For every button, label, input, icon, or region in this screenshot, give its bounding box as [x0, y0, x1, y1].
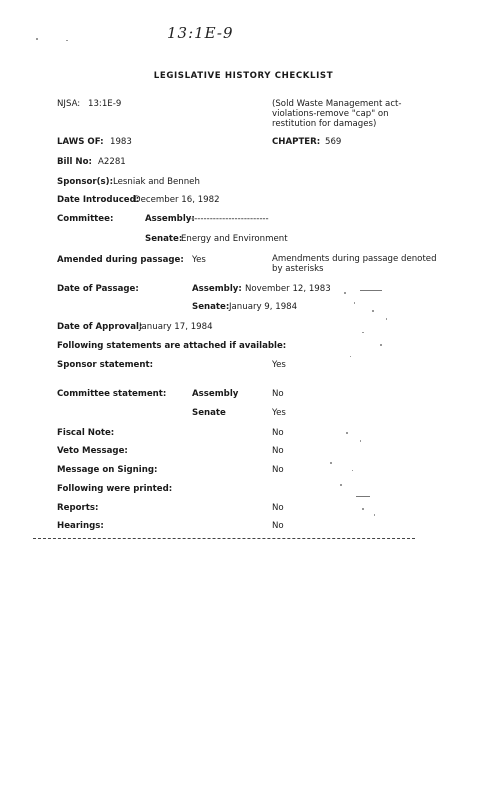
handwritten-reference: 13:1E-9	[167, 24, 234, 42]
njsa-value: 13:1E-9	[88, 99, 122, 109]
message-on-signing-label: Message on Signing:	[57, 465, 158, 475]
fiscal-note-label: Fiscal Note:	[57, 428, 115, 438]
date-of-passage-label: Date of Passage:	[57, 284, 139, 294]
committee-assembly-label: Assembly:	[145, 214, 195, 224]
passage-assembly-label: Assembly:	[192, 284, 242, 294]
committee-senate-label: Senate:	[145, 234, 183, 244]
bill-no-value: A2281	[98, 157, 126, 167]
following-printed-heading: Following were printed:	[57, 484, 173, 494]
committee-statement-assembly-value: No	[272, 389, 284, 399]
note-line-2: violations-remove "cap" on	[272, 109, 389, 119]
sponsors-label: Sponsor(s):	[57, 177, 114, 187]
note-line-1: (Sold Waste Management act-	[272, 99, 402, 109]
reports-value: No	[272, 503, 284, 513]
chapter-label: CHAPTER:	[272, 137, 321, 147]
amended-note-line-1: Amendments during passage denoted	[272, 254, 437, 264]
laws-of-value: 1983	[110, 137, 132, 147]
fiscal-note-value: No	[272, 428, 284, 438]
date-introduced-label: Date Introduced:	[57, 195, 140, 205]
message-on-signing-value: No	[272, 465, 284, 475]
committee-senate-value: Energy and Environment	[181, 234, 288, 244]
reports-label: Reports:	[57, 503, 99, 513]
committee-statement-assembly-label: Assembly	[192, 389, 239, 399]
njsa-label: NJSA:	[57, 99, 81, 109]
committee-statement-senate-label: Senate	[192, 408, 226, 418]
date-introduced-value: December 16, 1982	[134, 195, 220, 205]
note-line-3: restitution for damages)	[272, 119, 377, 129]
passage-senate-label: Senate:	[192, 302, 230, 312]
passage-senate-value: January 9, 1984	[229, 302, 298, 312]
sponsor-statement-value: Yes	[272, 360, 286, 370]
committee-statement-label: Committee statement:	[57, 389, 167, 399]
veto-message-value: No	[272, 446, 284, 456]
sponsors-value: Lesniak and Benneh	[113, 177, 200, 187]
committee-assembly-value: --------------------------	[188, 214, 269, 224]
bottom-dashed-rule	[33, 538, 415, 539]
veto-message-label: Veto Message:	[57, 446, 128, 456]
hearings-label: Hearings:	[57, 521, 104, 531]
chapter-value: 569	[325, 137, 342, 147]
hearings-value: No	[272, 521, 284, 531]
page-title: LEGISLATIVE HISTORY CHECKLIST	[153, 71, 334, 81]
following-attached-heading: Following statements are attached if available:	[57, 341, 287, 351]
amended-note-line-2: by asterisks	[272, 264, 324, 274]
date-of-approval-value: January 17, 1984	[139, 322, 213, 332]
committee-statement-senate-value: Yes	[272, 408, 286, 418]
date-of-approval-label: Date of Approval:	[57, 322, 143, 332]
amended-label: Amended during passage:	[57, 255, 184, 265]
committee-label: Committee:	[57, 214, 114, 224]
bill-no-label: Bill No:	[57, 157, 92, 167]
passage-assembly-value: November 12, 1983	[245, 284, 331, 294]
amended-value: Yes	[192, 255, 206, 265]
sponsor-statement-label: Sponsor statement:	[57, 360, 154, 370]
laws-of-label: LAWS OF:	[57, 137, 104, 147]
